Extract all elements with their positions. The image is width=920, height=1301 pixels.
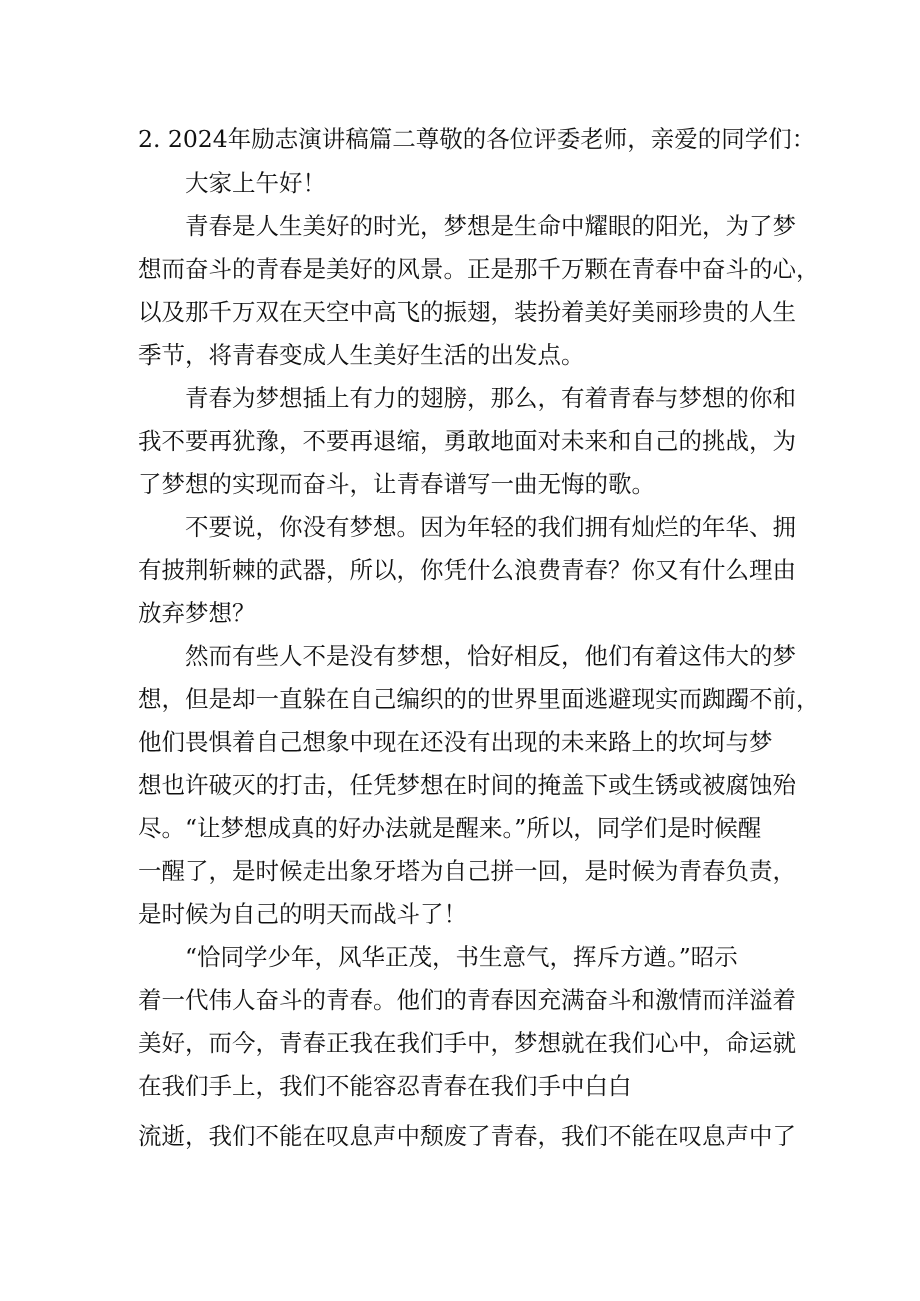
paragraph-5-line-2: 着一代伟人奋斗的青春。他们的青春因充满奋斗和激情而洋溢着 bbox=[138, 986, 796, 1014]
paragraph-3-line-2: 有披荆斩棘的武器，所以，你凭什么浪费青春？你又有什么理由 bbox=[138, 556, 796, 584]
paragraph-1-line-1: 青春是人生美好的时光，梦想是生命中耀眼的阳光，为了梦 bbox=[185, 212, 796, 240]
paragraph-5-line-4: 在我们手上，我们不能容忍青春在我们手中白白 bbox=[138, 1072, 632, 1100]
heading-line: 2. 2024年励志演讲稿篇二尊敬的各位评委老师，亲爱的同学们： bbox=[138, 125, 816, 153]
paragraph-4-line-4: 想也许破灭的打击，任凭梦想在时间的掩盖下或生锈或被腐蚀殆 bbox=[138, 771, 796, 799]
paragraph-4-line-2: 想，但是却一直躲在自己编织的的世界里面逃避现实而踟躅不前， bbox=[138, 685, 820, 713]
greeting-line: 大家上午好！ bbox=[185, 169, 326, 197]
paragraph-4-line-3: 他们畏惧着自己想象中现在还没有出现的未来路上的坎坷与梦 bbox=[138, 728, 773, 756]
paragraph-4-line-6: 一醒了，是时候走出象牙塔为自己拼一回，是时候为青春负责， bbox=[138, 857, 796, 885]
paragraph-3-line-3: 放弃梦想？ bbox=[138, 599, 256, 627]
paragraph-5-line-5: 流逝，我们不能在叹息声中颓废了青春，我们不能在叹息声中了 bbox=[138, 1122, 796, 1150]
paragraph-4-line-5: 尽。“让梦想成真的好办法就是醒来。”所以，同学们是时候醒 bbox=[138, 814, 762, 842]
paragraph-4-line-7: 是时候为自己的明天而战斗了！ bbox=[138, 900, 467, 928]
paragraph-4-line-1: 然而有些人不是没有梦想，恰好相反，他们有着这伟大的梦 bbox=[185, 642, 796, 670]
paragraph-2-line-1: 青春为梦想插上有力的翅膀，那么，有着青春与梦想的你和 bbox=[185, 384, 796, 412]
paragraph-2-line-2: 我不要再犹豫，不要再退缩，勇敢地面对未来和自己的挑战，为 bbox=[138, 427, 796, 455]
paragraph-2-line-3: 了梦想的实现而奋斗，让青春谱写一曲无悔的歌。 bbox=[138, 470, 655, 498]
paragraph-1-line-2: 想而奋斗的青春是美好的风景。正是那千万颗在青春中奋斗的心， bbox=[138, 255, 820, 283]
paragraph-5-line-1: “恰同学少年，风华正茂，书生意气，挥斥方遒。”昭示 bbox=[185, 943, 738, 971]
paragraph-5-line-3: 美好，而今，青春正我在我们手中，梦想就在我们心中，命运就 bbox=[138, 1029, 796, 1057]
paragraph-1-line-4: 季节，将青春变成人生美好生活的出发点。 bbox=[138, 341, 585, 369]
paragraph-3-line-1: 不要说，你没有梦想。因为年轻的我们拥有灿烂的年华、拥 bbox=[185, 513, 796, 541]
paragraph-1-line-3: 以及那千万双在天空中高飞的振翅，装扮着美好美丽珍贵的人生 bbox=[138, 298, 796, 326]
